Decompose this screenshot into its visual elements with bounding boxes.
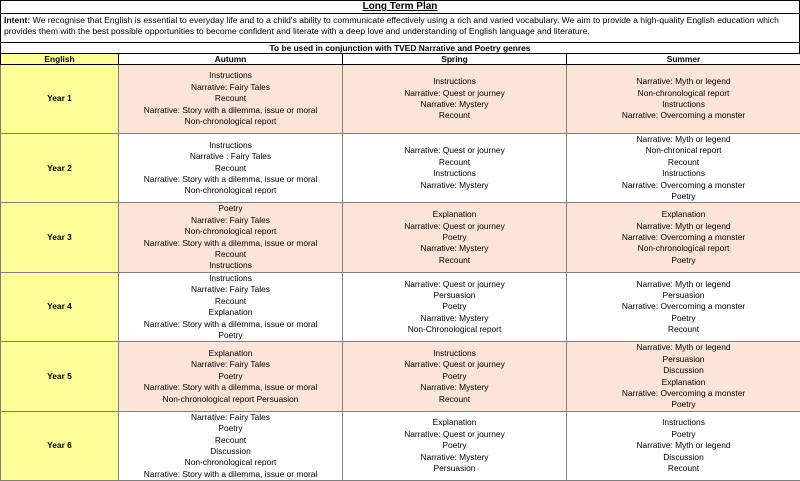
table-row	[1, 272, 800, 341]
unit-item: Explanation	[119, 307, 342, 318]
spring-cell	[343, 342, 567, 411]
unit-item: Narrative: Myth or legend	[567, 76, 800, 87]
unit-item: Poetry	[343, 371, 566, 382]
spring-cell	[343, 272, 567, 341]
unit-item: Recount	[567, 324, 800, 335]
unit-item: Narrative: Quest or journey	[343, 359, 566, 370]
unit-item: Narrative: Mystery	[343, 99, 566, 110]
header-row	[1, 54, 800, 65]
spring-cell	[343, 203, 567, 272]
autumn-cell	[119, 134, 343, 203]
spring-cell	[343, 411, 567, 480]
autumn-cell	[119, 342, 343, 411]
unit-item: Recount	[119, 435, 342, 446]
summer-cell	[567, 65, 800, 134]
unit-item: Narrative: Fairy Tales	[119, 412, 342, 423]
unit-item: Instructions	[343, 76, 566, 87]
table-row	[1, 411, 800, 480]
unit-item: Narrative: Mystery	[343, 452, 566, 463]
unit-item: Persuasion	[567, 290, 800, 301]
unit-item: Recount	[343, 110, 566, 121]
header-autumn: Autumn	[119, 54, 343, 65]
unit-item: Non-chronological report	[119, 226, 342, 237]
unit-item: Narrative: Myth or legend	[567, 440, 800, 451]
autumn-cell	[119, 65, 343, 134]
unit-item: Poetry	[567, 399, 800, 410]
unit-item: Recount	[119, 163, 342, 174]
unit-item: Recount	[567, 463, 800, 474]
page-title-bar	[0, 0, 800, 13]
unit-item: Recount	[119, 249, 342, 260]
unit-item: Narrative: Fairy Tales	[119, 215, 342, 226]
unit-item: Narrative: Story with a dilemma, issue or moral	[119, 174, 342, 185]
unit-item: Non-chronological report	[119, 457, 342, 468]
header-english: English	[1, 54, 119, 65]
unit-item: Narrative: Overcoming a monster	[567, 110, 800, 121]
unit-item: Explanation	[567, 209, 800, 220]
unit-item: Recount	[119, 296, 342, 307]
unit-item: Narrative: Overcoming a monster	[567, 388, 800, 399]
unit-item: Narrative: Myth or legend	[567, 134, 800, 145]
table-row	[1, 134, 800, 203]
unit-item: Narrative: Mystery	[343, 313, 566, 324]
summer-cell	[567, 342, 800, 411]
unit-item: Discussion	[119, 446, 342, 457]
unit-item: Narrative: Overcoming a monster	[567, 301, 800, 312]
unit-item: Narrative: Story with a dilemma, issue or moral	[119, 382, 342, 393]
unit-item: Poetry	[119, 203, 342, 214]
unit-item: Poetry	[567, 313, 800, 324]
unit-item: Narrative: Story with a dilemma, issue or moral	[119, 238, 342, 249]
unit-item: Narrative: Quest or journey	[343, 279, 566, 290]
unit-item: Non-chronological report	[567, 243, 800, 254]
unit-item: Discussion	[567, 452, 800, 463]
autumn-cell	[119, 272, 343, 341]
summer-cell	[567, 134, 800, 203]
unit-item: Non-chronological report	[119, 116, 342, 127]
plan-table	[0, 53, 800, 481]
table-row	[1, 342, 800, 411]
unit-item: Discussion	[567, 365, 800, 376]
unit-item: Narrative: Myth or legend	[567, 221, 800, 232]
unit-item: Narrative: Fairy Tales	[119, 359, 342, 370]
usage-note: To be used in conjunction with TVED Narrative and Poetry genres	[0, 42, 800, 53]
unit-item: Narrative: Mystery	[343, 180, 566, 191]
unit-item: Narrative: Fairy Tales	[119, 82, 342, 93]
unit-item: Poetry	[567, 429, 800, 440]
unit-item: Explanation	[343, 209, 566, 220]
unit-item: Explanation	[343, 417, 566, 428]
summer-cell	[567, 411, 800, 480]
unit-item: Explanation	[567, 377, 800, 388]
unit-item: Instructions	[567, 99, 800, 110]
unit-item: Explanation	[119, 348, 342, 359]
unit-item: Narrative: Overcoming a monster	[567, 180, 800, 191]
unit-item: Narrative: Quest or journey	[343, 221, 566, 232]
unit-item: Instructions	[119, 140, 342, 151]
year-label: Year 5	[1, 342, 119, 411]
year-label: Year 1	[1, 65, 119, 134]
unit-item: Instructions	[119, 260, 342, 271]
unit-item: Narrative : Fairy Tales	[119, 151, 342, 162]
unit-item: Recount	[343, 255, 566, 266]
unit-item: Poetry	[343, 440, 566, 451]
autumn-cell	[119, 411, 343, 480]
table-row	[1, 203, 800, 272]
intent-statement	[0, 13, 800, 42]
unit-item: Poetry	[119, 330, 342, 341]
unit-item: Non-chronical report	[567, 145, 800, 156]
unit-item: Poetry	[567, 191, 800, 202]
unit-item: Persuasion	[343, 290, 566, 301]
unit-item: Narrative: Fairy Tales	[119, 284, 342, 295]
unit-item: Instructions	[119, 70, 342, 81]
year-label: Year 3	[1, 203, 119, 272]
unit-item: Persuasion	[343, 463, 566, 474]
unit-item: Instructions	[343, 168, 566, 179]
unit-item: Narrative: Story with a dilemma, issue or moral	[119, 105, 342, 116]
unit-item: Instructions	[567, 168, 800, 179]
year-label: Year 4	[1, 272, 119, 341]
unit-item: Non-chronological report	[119, 185, 342, 196]
unit-item: Narrative: Quest or journey	[343, 429, 566, 440]
intent-label: Intent:	[4, 15, 30, 25]
spring-cell	[343, 65, 567, 134]
unit-item: Instructions	[343, 348, 566, 359]
unit-item: Narrative: Story with a dilemma, issue or moral	[119, 319, 342, 330]
unit-item: Instructions	[119, 273, 342, 284]
unit-item: Non-Chronological report	[343, 324, 566, 335]
unit-item: Non-chronological report	[567, 88, 800, 99]
unit-item: Narrative: Story with a dilemma, issue or moral	[119, 469, 342, 480]
unit-item: Poetry	[343, 301, 566, 312]
header-spring: Spring	[343, 54, 567, 65]
unit-item: Narrative: Overcoming a monster	[567, 232, 800, 243]
year-label: Year 2	[1, 134, 119, 203]
intent-text: We recognise that English is essential to everyday life and to a child's ability to communicate effectively using a rich and varied vocabulary. We aim to provide a high-quality English education which provides them with the best possible opportunities to become confident and literate with a deep love and understanding of English language and literature.	[4, 15, 779, 36]
unit-item: Recount	[343, 394, 566, 405]
unit-item: Poetry	[119, 371, 342, 382]
summer-cell	[567, 203, 800, 272]
unit-item: Narrative: Myth or legend	[567, 342, 800, 353]
autumn-cell	[119, 203, 343, 272]
year-label: Year 6	[1, 411, 119, 480]
unit-item: Narrative: Mystery	[343, 382, 566, 393]
unit-item: Narrative: Quest or journey	[343, 145, 566, 156]
header-summer: Summer	[567, 54, 800, 65]
page-title: Long Term Plan	[363, 1, 438, 12]
spring-cell	[343, 134, 567, 203]
unit-item: Narrative: Quest or journey	[343, 88, 566, 99]
table-row	[1, 65, 800, 134]
unit-item: Poetry	[567, 255, 800, 266]
unit-item: Non-chronological report Persuasion	[119, 394, 342, 405]
unit-item: Poetry	[119, 423, 342, 434]
unit-item: Recount	[567, 157, 800, 168]
unit-item: Recount	[343, 157, 566, 168]
unit-item: Narrative: Myth or legend	[567, 279, 800, 290]
unit-item: Recount	[119, 93, 342, 104]
summer-cell	[567, 272, 800, 341]
unit-item: Persuasion	[567, 354, 800, 365]
plan-body	[1, 65, 800, 481]
unit-item: Instructions	[567, 417, 800, 428]
unit-item: Poetry	[343, 232, 566, 243]
unit-item: Narrative: Mystery	[343, 243, 566, 254]
